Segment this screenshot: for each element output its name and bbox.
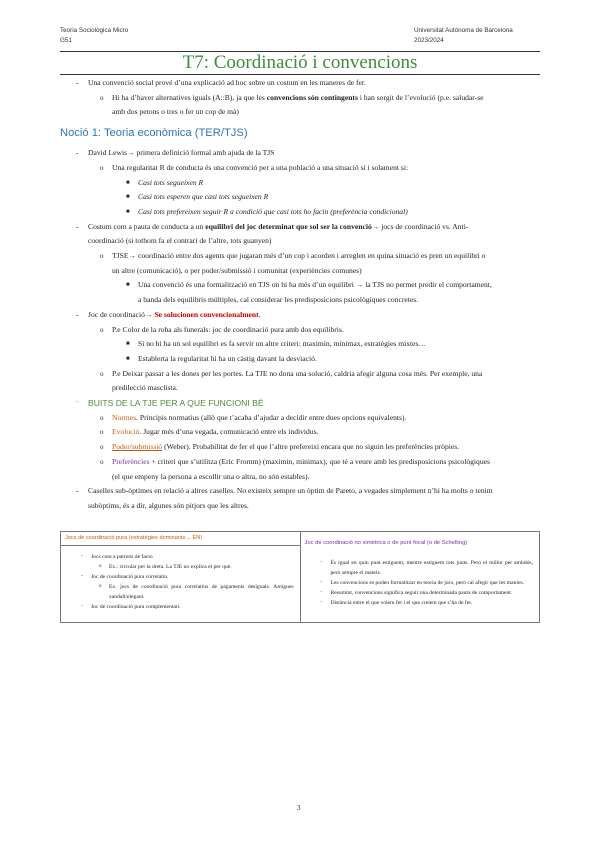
coordination-table: [60, 531, 540, 623]
color-sub-item: ■ Establerta la regularitat hi ha un càstig davant la desviació.: [126, 353, 317, 363]
table-col1: [61, 546, 301, 623]
table-header-col2: Joc de coordinació no simètrica o de punt focal (o de Schelling): [304, 540, 468, 546]
table-list-item: o Ex.: circular per la dreta. La TJE no explica el per què.: [99, 564, 232, 570]
tjse-continuation: un altre (comunicació), o per poder/submissió i comunitat (experiències comunes): [112, 265, 362, 275]
title-box: [60, 51, 540, 75]
table-header-col1: Jocs de coordinació pura (estratègies dominants→ EN): [61, 532, 301, 546]
costum-item: - Costum com a pauta de conducta a un equilibri del joc determinat que sol ser la convenció→ jocs de coordinació vs. Anti-: [76, 221, 469, 231]
lewis-condition: ■ Casi tots esperen que casi tots segueixen R: [126, 192, 269, 202]
buits-heading: - BUITS DE LA TJE PER A QUE FUNCIONI BÉ: [76, 398, 264, 409]
page-title: T7: Coordinació i convencions: [182, 52, 418, 73]
buit-poder: o Poder/submissió (Weber). Probabilitat de fer el que l’altre prefereixi encara que no siguin les preferències pròpies.: [100, 442, 460, 452]
lewis-item: - David Lewis→ primera definició formal amb ajuda de la TJS: [76, 148, 275, 158]
header-right: [414, 26, 513, 45]
group-code: G51: [60, 36, 72, 44]
lewis-definition: o Una regularitat R de conducta és una convenció per a una població a una situació sí i solament si:: [100, 162, 409, 172]
tjse-sub-continuation: a banda dels equilibris múltiples, cal considerar les predisposicions psicològiques concretes.: [138, 295, 419, 305]
intro-sub-paragraph: o Hi ha d’haver alternatives iguals (A::B), ja que les convencions són contingents i han sorgit de l’evolució (p.e. saludar-se: [100, 92, 484, 102]
table-list-item: - Les convencions es poden formalitzar en teoria de jocs, però cal afegir que les manies.: [320, 580, 525, 586]
table-list-item: - Jocs com a patrons de facto: [81, 554, 153, 560]
tjse-item: o TJSE→ coordinació entre dos agents que jugaran més d’un cop i acorden i arreglen en quina situació es pren un equilibri o: [100, 251, 486, 261]
section-heading: Noció 1: Teoria econòmica (TER/TJS): [60, 127, 248, 140]
course-name: Teoria Sociològica Micro: [60, 27, 129, 34]
caselles-continuation: subòptims, és a dir, algunes són pitjors que les altres.: [88, 500, 249, 510]
table-list-item: - Joc de coordinació pura correlatiu.: [81, 574, 169, 580]
tjse-sub-item: ■ Una convenció és una formalització en TJS on hi ha més d’un equilibri → la TJS no permet predir el comportament,: [126, 280, 492, 290]
document-body: [60, 76, 540, 514]
buit-preferencies: o Preferències + criteri que s’utilitza (Eric Fromm) (maximin, minimax), que té a veure amb les predisposicions psicològiques: [100, 456, 490, 466]
buit-preferencies-continuation: (el que empeny la persona a escollir una o altra, no són estables).: [112, 471, 310, 481]
table-list-item: - Resumint, convencions significa seguir una determinada pauta de comportament.: [320, 590, 513, 596]
buit-evolucio: o Evolució. Jugar més d’una vegada, comunicació entre els individus.: [100, 427, 319, 437]
page-number: 3: [297, 804, 301, 812]
header-left: [60, 26, 128, 45]
academic-year: 2023/2024: [414, 36, 444, 44]
university-name: Universitat Autònoma de Barcelona: [414, 27, 513, 34]
table-list-item: - Distància entre el que volem fer i el que creiem que s’ha de fer.: [320, 600, 473, 606]
deixar-example: o P.e Deixar passar a les dones per les portes. La TJE no dona una solució, caldria afegir alguna cosa més. Per exemple, una: [100, 368, 483, 378]
table-list-item: - És igual en quin punt estiguem, mentre estiguem tots junts. Pero el millor per ambdós, però sempre el mateix.: [320, 560, 533, 576]
joc-coordinacio-item: - Joc de coordinació→ Se solucionen convencionalment.: [76, 309, 261, 319]
caselles-item: - Caselles sub-òptimes en relació a altres caselles. No existeix sempre un òptim de Pareto, a vegades simplement n’hi ha molts o tenim: [76, 486, 493, 496]
deixar-continuation: predilecció masclista.: [112, 383, 178, 393]
intro-paragraph: - Una convenció social prové d’una explicació ad hoc sobre un costum en les maneres de fer.: [76, 78, 366, 87]
costum-continuation: coordinació (si tothom fa el contrari de l’altre, tots guanyen): [88, 236, 272, 246]
table-list-item: - Joc de coordinació pura complementari.: [81, 604, 181, 610]
table-col2: [300, 532, 540, 623]
buit-normes: o Normes. Principis normatius (allò que t’acaba d’ajudar a decidir entre dues opcions equivalents).: [100, 412, 407, 422]
table-list-item: o Ex. jocs de coordinació pura correlatius de pagaments desiguals. Amigues xandall/elegant.: [99, 584, 294, 600]
color-example: o P.e Color de la roba als funerals: joc de coordinació pura amb dos equilibris.: [100, 324, 344, 334]
intro-sub-continuation: amb dos petons o tres o fer un cop de mà): [112, 107, 239, 117]
lewis-condition: ■ Casi tots segueixen R: [126, 177, 204, 187]
color-sub-item: ■ Si no hi ha un sol equilibri es fa servir un altre criteri: maximin, minimax, estratègies mixtes…: [126, 339, 427, 349]
lewis-condition: ■ Casi tots prefereixen seguir R a condició que casi tots ho facin (preferència condicional): [126, 206, 408, 216]
